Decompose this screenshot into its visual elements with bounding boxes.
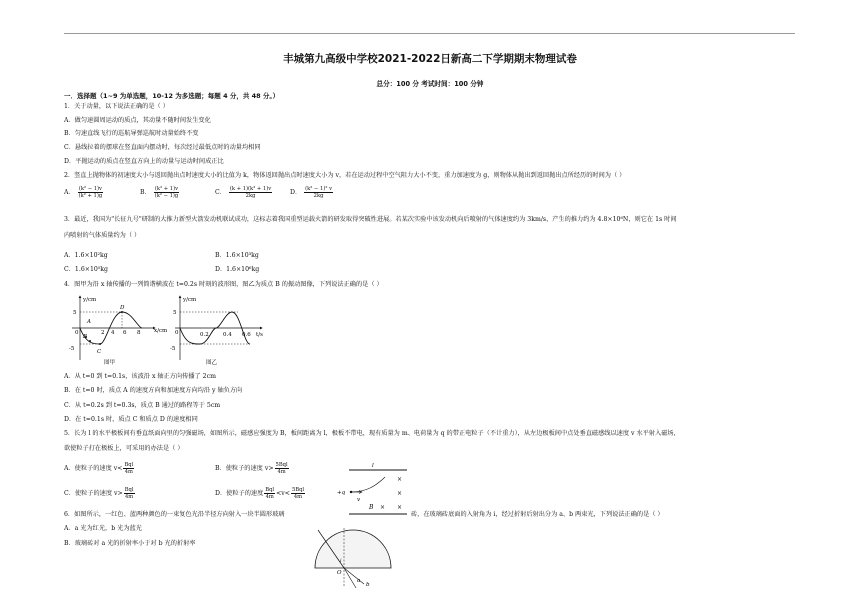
q2-b-label: B．	[140, 189, 151, 196]
q5-b-den: 4m	[277, 469, 286, 475]
q5-field-marks	[380, 476, 402, 511]
q2-c-fraction	[229, 186, 272, 199]
q5-d-den1: 4m	[265, 494, 274, 500]
q5-c-fraction	[124, 487, 135, 500]
q5-c-num: Bql	[124, 487, 134, 493]
q5-c-text: C．使粒子的速度 v>	[64, 490, 123, 497]
jia-xlabel: x/cm	[154, 328, 168, 334]
q5-option-d	[215, 487, 306, 500]
q2-b-den: (k² − 1)g	[154, 193, 179, 199]
q2-d-num: (k² − 1)² v	[305, 186, 332, 192]
q4-option-a: A．从 t=0 到 t=0.1s，该波沿 x 轴正方向传播了 2cm	[64, 373, 216, 380]
q2-c-label: C．	[215, 189, 226, 196]
q1-option-c: C．悬线拉着的摆球在竖直面内摆动时，每次经过最低点时的动量均相同	[64, 144, 261, 151]
q3-option-d: D．1.6×10⁶kg	[215, 266, 260, 273]
q4-option-d: D．在 t=0.1s 时，质点 C 和质点 D 的速度相同	[64, 416, 198, 423]
q5-d-num2: 5Bql	[291, 487, 305, 493]
q6-figure	[300, 520, 400, 590]
q5-v-label: v	[357, 497, 361, 503]
q5-b-fraction	[275, 462, 289, 475]
q2-c-den: 2kg	[245, 193, 256, 199]
q6-stem-a: 6．如图所示，一红色、蓝两种颜色的一束复色光沿半径方向射入一块半圆形玻璃	[64, 511, 285, 518]
q4-stem: 4．图甲为沿 x 轴传播的一列简谐横波在 t=0.2s 时刻的波形图，图乙为质点 B 的振动图像，下列说法正确的是（ ）	[64, 281, 383, 288]
q5-d-text: D．使粒子的速度	[215, 490, 264, 497]
q5-figure	[335, 459, 415, 519]
q6-stem-b: 砖，在玻璃砖底面的入射角为 i，经过折射后射出分为 a、b 两束光，下列说法正确的是（ ）	[411, 511, 664, 518]
q6-option-a: A．a 光为红光，b 光为蓝光	[64, 525, 142, 532]
q4-option-b: B．在 t=0 时，质点 A 的速度方向和加速度方向均沿 y 轴负方向	[64, 387, 243, 394]
q5-l-label: l	[372, 463, 374, 469]
q5-particle	[350, 491, 352, 493]
q5-d-num1: Bql	[265, 487, 275, 493]
q2-d-label: D．	[290, 189, 302, 196]
q1-option-b: B．匀速直线飞行的巡航导弹巡航时动量始终不变	[64, 130, 199, 137]
q2-option-d	[290, 186, 334, 199]
q2-option-a	[64, 186, 104, 199]
q3-stem: 3．最近，我国为"长征九号"研制的大推力新型火箭发动机联试成功，这标志着我国重型运载火箭的研发取得突破性进展。若某次实验中该发动机向后喷射的气体速度约为 3km/s，产生的推力约为 4.8×10⁶N，则它在 1s 时间	[64, 216, 677, 223]
q6-i-label: i	[340, 558, 342, 564]
q2-option-b	[140, 186, 180, 199]
jia-ylabel: y/cm	[83, 297, 97, 303]
q5-b-num: 5Bql	[275, 462, 288, 468]
q2-b-fraction	[154, 186, 180, 199]
q5-stem: 5．长为 l 的水平极板间有垂直纸面向里的匀强磁场，如图所示，磁感应强度为 B，板间距离为 l，极板不带电，现有质量为 m、电荷量为 q 的带正电粒子（不计重力），从左边极板间中点处垂直磁感线以速度 v 水平射入磁场，	[64, 430, 680, 437]
q3-option-c: C．1.6×10⁵kg	[64, 266, 109, 273]
yi-xtick-02: 0.2	[200, 332, 209, 338]
jia-xtick-6: 6	[123, 330, 127, 336]
q5-option-b	[215, 462, 290, 475]
svg-text:×: ×	[397, 504, 403, 511]
yi-ylabel: y/cm	[183, 297, 197, 303]
q5-a-fraction	[123, 462, 134, 475]
q3-option-b: B．1.6×10³kg	[215, 252, 259, 259]
page-title: 丰城第九高级中学校2021-2022日新高二下学期期末物理试卷	[283, 53, 577, 65]
jia-tick-pos: 5	[73, 310, 77, 316]
q2-a-num: (k² − 1)v	[78, 186, 102, 192]
score-line: 总分：100 分 考试时间：100 分钟	[376, 80, 484, 88]
q3-stem-cont: 内喷射的气体质量约为（ ）	[64, 232, 141, 239]
q6-option-b: B．玻璃砖对 a 光的折射率小于对 b 光的折射率	[64, 540, 196, 547]
q6-ray-a	[344, 568, 356, 588]
q6-semicircle	[315, 530, 391, 568]
svg-text:×: ×	[397, 476, 403, 483]
q5-d-fraction-2	[291, 487, 305, 500]
jia-point-c	[99, 343, 101, 345]
q5-a-num: Bql	[124, 462, 134, 468]
q2-a-label: A．	[64, 189, 75, 196]
yi-tick-neg: -5	[170, 346, 176, 352]
jia-xtick-4: 4	[111, 330, 115, 336]
q5-option-c	[64, 487, 136, 500]
jia-origin: 0	[75, 330, 79, 336]
q2-d-fraction	[304, 186, 333, 199]
q1-option-a: A．做匀速圆周运动的质点，其动量不随时间发生变化	[64, 117, 211, 124]
q6-b-label: b	[366, 582, 370, 588]
q5-a-text: A．使粒子的速度 v<	[64, 465, 123, 472]
yi-xtick-06: 0.6	[242, 332, 251, 338]
jia-label-b: B	[83, 334, 88, 340]
q1-stem: 1．关于动量，以下说法正确的是（ ）	[64, 103, 169, 110]
q2-c-num: (k + 1)(k² + 1)v	[229, 186, 272, 192]
svg-text:×: ×	[397, 490, 403, 497]
jia-label-a: A	[87, 319, 91, 325]
q6-o-label: O	[337, 570, 342, 576]
jia-label-d: D	[120, 305, 125, 311]
jia-caption: 图甲	[104, 360, 116, 366]
q2-d-den: 2kg	[313, 193, 324, 199]
q2-option-c	[215, 186, 273, 199]
q2-a-den: (k² + 1)g	[78, 193, 103, 199]
q4-figure-jia	[60, 292, 180, 368]
q3-option-a: A．1.6×10²kg	[64, 252, 108, 259]
section-heading: 一．选择题（1~9 为单选题，10-12 为多选题；每题 4 分，共 48 分。）	[64, 92, 280, 100]
jia-point-b	[89, 340, 91, 342]
q5-b-text: B．使粒子的速度 v>	[215, 465, 274, 472]
q5-d-fraction-1	[264, 487, 275, 500]
svg-text:×: ×	[380, 504, 386, 511]
q2-a-fraction	[78, 186, 104, 199]
yi-xlabel: t/s	[256, 332, 263, 338]
jia-label-c: C	[97, 349, 102, 355]
q5-q-label: +q	[337, 490, 346, 496]
yi-caption: 图乙	[206, 360, 218, 366]
jia-xtick-8: 8	[137, 330, 141, 336]
q6-ray-b	[344, 568, 364, 584]
yi-tick-pos: 5	[173, 310, 177, 316]
q1-option-d: D．平抛运动的质点在竖直方向上的动量与运动时间成正比	[64, 158, 224, 165]
jia-point-d	[121, 311, 123, 313]
q4-figure-yi	[170, 292, 270, 368]
q5-trajectory	[351, 477, 385, 492]
q5-stem-cont: 欲使粒子打在极板上，可采用的办法是（ ）	[64, 445, 184, 452]
yi-xtick-04: 0.4	[223, 332, 232, 338]
q5-option-a	[64, 462, 135, 475]
jia-xtick-2: 2	[101, 330, 105, 336]
q4-option-c: C．从 t=0.2s 到 t=0.3s，质点 B 通过的路程等于 5cm	[64, 402, 221, 409]
q5-b-label: B	[369, 504, 374, 511]
q6-a-label: a	[357, 578, 361, 584]
header-rule	[64, 33, 795, 34]
q5-a-den: 4m	[124, 469, 133, 475]
q5-d-den2: 4m	[293, 494, 303, 500]
q5-d-mid: <v<	[276, 490, 290, 497]
jia-tick-neg: -5	[69, 346, 75, 352]
q2-stem: 2．竖直上抛物体的初速度大小与返回抛出点时速度大小的比值为 k，物体返回抛出点时速度大小为 v，若在运动过程中空气阻力大小不变，重力加速度为 g，则物体从抛出到返回抛出点所经历的时间为（ ）	[64, 172, 626, 179]
q5-c-den: 4m	[124, 494, 134, 500]
yi-origin: 0	[175, 330, 179, 336]
q2-b-num: (k² + 1)v	[154, 186, 179, 192]
